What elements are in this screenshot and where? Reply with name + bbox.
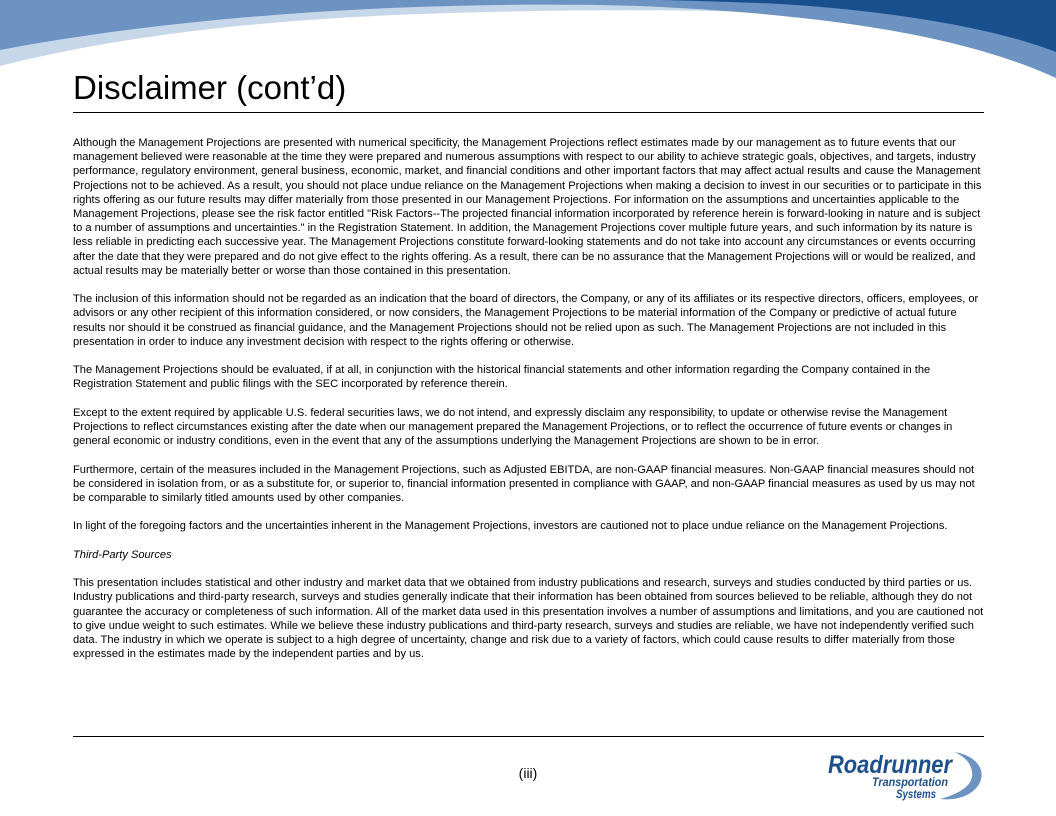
disclaimer-paragraph: Furthermore, certain of the measures included in the Management Projections, such as Adjusted EBITDA, are non-GAAP financial measures. Non-GAAP financial measures should not be considered in isolation from, or as a substitute for, or superior to, financial information presented in compliance with GAAP, and non-GAAP financial measures as used by us may not be comparable to similarly titled amounts used by other companies. <box>73 463 975 505</box>
disclaimer-paragraph: In light of the foregoing factors and the uncertainties inherent in the Management Projections, investors are cautioned not to place undue reliance on the Management Projections. <box>73 520 948 533</box>
logo-text-roadrunner: Roadrunner <box>828 751 954 779</box>
disclaimer-paragraph: Except to the extent required by applicable U.S. federal securities laws, we do not intend, and expressly disclaim any responsibility, to update or otherwise revise the Management Projections to reflect circumstances existing after the date when our management prepared the Management Projections, or to reflect the occurrence of future events or changes in general economic or industry conditions, even in the event that any of the assumptions underlying the Management Projections are shown to be in error. <box>73 406 953 448</box>
section-heading-third-party-sources: Third-Party Sources <box>73 548 172 561</box>
disclaimer-paragraph: Although the Management Projections are presented with numerical specificity, the Management Projections reflect estimates made by our management as to future events that our management believed were reasonable at the time they were prepared and numerous assumptions with respect to our ability to achieve strategic goals, objectives, and targets, industry performance, regulatory environment, general business, economic, market, and financial conditions and other important factors that may affect actual results and cause the Management Projections not to be achieved. As a result, you should not place undue reliance on the Management Projections when making a decision to invest in our securities or to participate in this rights offering as our future results may differ materially from those presented in our Management Projections. For information on the assumptions and uncertainties applicable to the Management Projections, please see the risk factor entitled "Risk Factors--The projected financial information incorporated by reference herein is forward-looking in nature and is subject to a number of assumptions and uncertainties." in the Registration Statement. In addition, the Management Projections cover multiple future years, and such information by its nature is less reliable in predicting each successive year. The Management Projections constitute forward-looking statements and do not take into account any circumstances or events occurring after the date that they were prepared and do not give effect to the rights offering. As a result, there can be no assurance that the Management Projections will or would be realized, and actual results may be materially better or worse than those contained in this presentation. <box>73 137 982 277</box>
footer-divider <box>73 736 984 737</box>
disclaimer-paragraph: The inclusion of this information should not be regarded as an indication that the board of directors, the Company, or any of its affiliates or its respective directors, officers, employees, or advisors or any other recipient of this information considered, or now considers, the Management Projections to be material information of the Company or predictive of actual future results nor should it be construed as financial guidance, and the Management Projections should not be relied upon as such. The Management Projections are not included in this presentation in order to induce any investment decision with respect to the rights offering or otherwise. <box>73 293 979 348</box>
disclaimer-body <box>73 136 986 676</box>
third-party-sources-paragraph: This presentation includes statistical and other industry and market data that we obtained from industry publications and research, surveys and studies conducted by third parties or us. Industry publications and third-party research, surveys and studies generally indicate that their information has been obtained from sources believed to be reliable, although they do not guarantee the accuracy or completeness of such information. All of the market data used in this presentation involves a number of assumptions and limitations, and you are cautioned not to give undue weight to such estimates. While we believe these industry publications and third-party research, surveys and studies are reliable, we have not independently verified such data. The industry in which we operate is subject to a high degree of uncertainty, change and risk due to a variety of factors, which could cause results to differ materially from those expressed in the estimates made by the independent parties and by us. <box>73 577 984 661</box>
disclaimer-paragraph: The Management Projections should be evaluated, if at all, in conjunction with the historical financial statements and other information regarding the Company contained in the Registration Statement and public filings with the SEC incorporated by reference therein. <box>73 364 931 391</box>
page-number: (iii) <box>518 765 538 781</box>
roadrunner-logo <box>826 742 984 802</box>
title-divider <box>73 112 984 113</box>
logo-text-systems: Systems <box>896 787 937 801</box>
page-title: Disclaimer (cont’d) <box>73 69 347 106</box>
logo-text-transportation: Transportation <box>872 775 948 789</box>
